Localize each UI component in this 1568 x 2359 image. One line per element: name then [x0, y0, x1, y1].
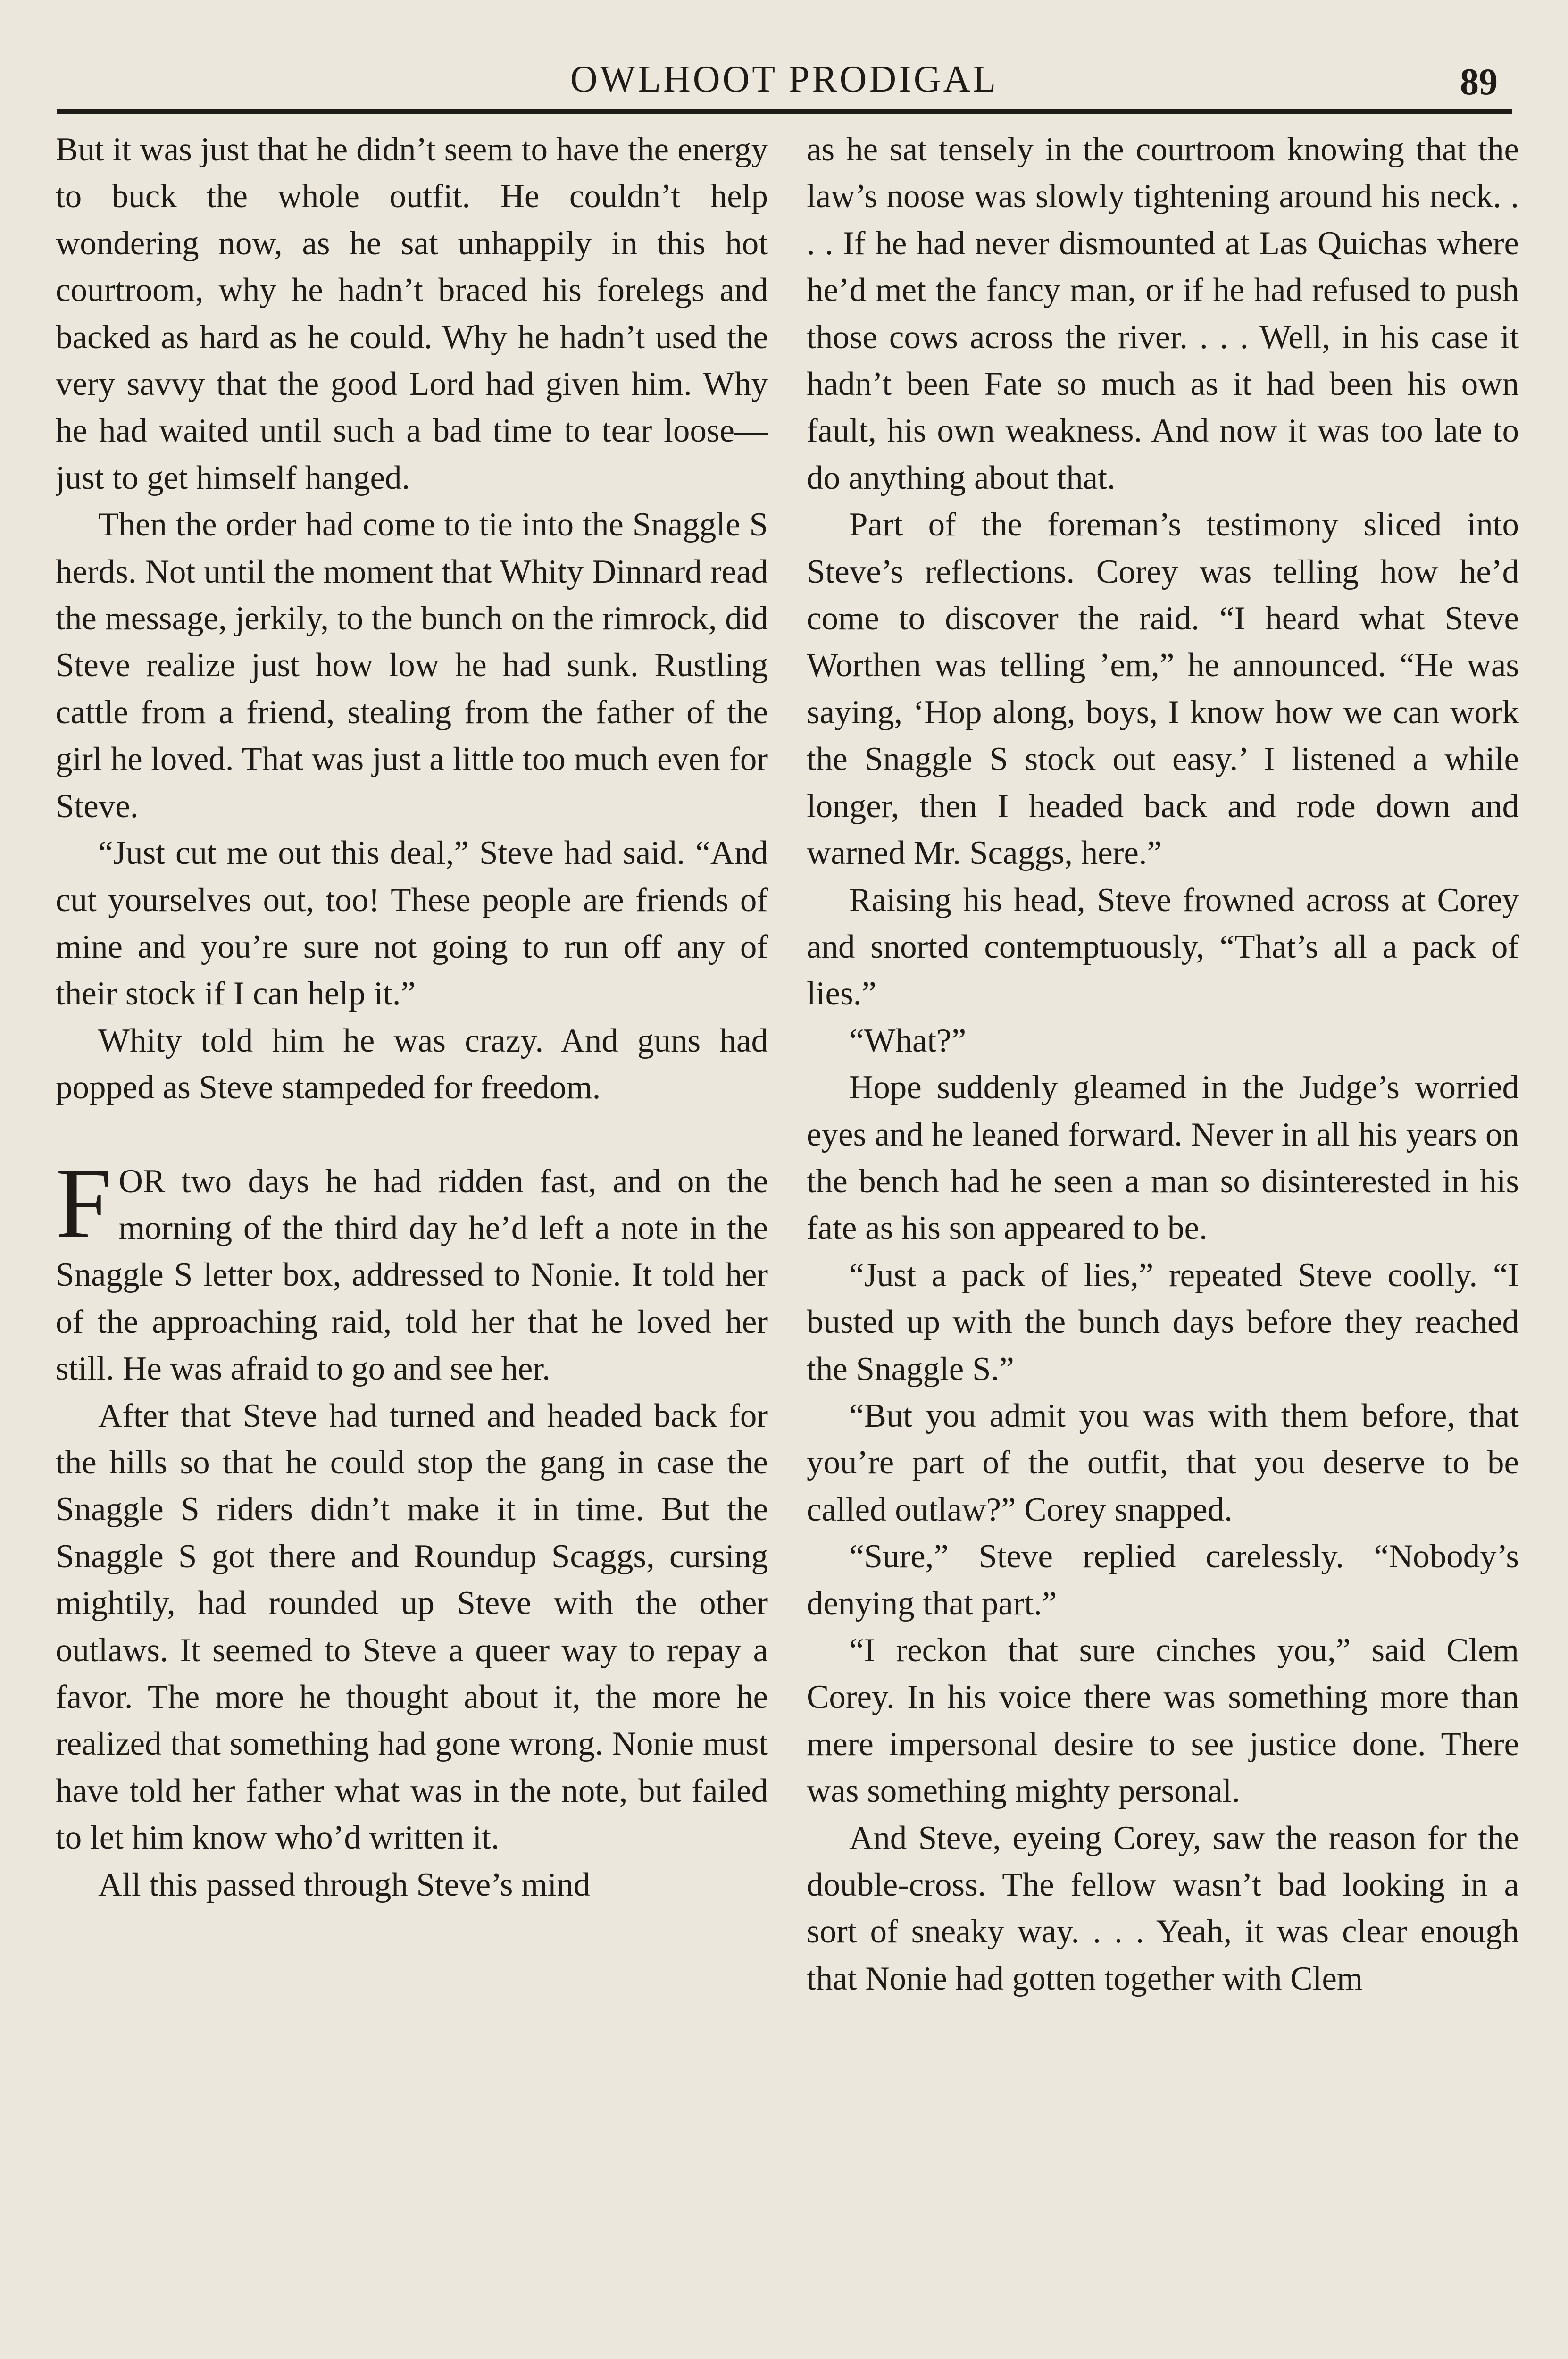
paragraph: “Just cut me out this deal,” Steve had said. “And cut yourselves out, too! These people are friends of mine and you’re sure not going to run off any of their stock if I can help it.”	[56, 835, 768, 1012]
paragraph: “Just a pack of lies,” repeated Steve coolly. “I busted up with the bunch days before they reached the Snaggle S.”	[807, 1256, 1519, 1388]
section-opening-paragraph	[56, 1146, 768, 1393]
page-number: 89	[1460, 61, 1498, 103]
paragraph: And Steve, eyeing Corey, saw the reason for the double-cross. The fellow wasn’t bad looking in a sort of sneaky way. . . . Yeah, it was clear enough that Nonie had gotten together with Clem	[807, 1819, 1519, 1997]
paragraph: “But you admit you was with them before, that you’re part of the outfit, that you deserve to be called outlaw?” Corey snapped.	[807, 1397, 1519, 1528]
drop-cap: F	[56, 1146, 112, 1259]
paragraph: “What?”	[849, 1022, 967, 1059]
paragraph-text: OR two days he had ridden fast, and on the morning of the third day he’d left a note in the Snaggle S letter box, addressed to Nonie. It told her of the approaching raid, told her that he loved her still. He was afraid to go and see her.	[56, 1163, 768, 1388]
paragraph: After that Steve had turned and headed back for the hills so that he could stop the gang in case the Snaggle S riders didn’t make it in time. But the Snaggle S got there and Roundup Scaggs, cursing mightily, had rounded up Steve with the other outlaws. It seemed to Steve a queer way to repay a favor. The more he thought about it, the more he realized that something had gone wrong. Nonie must have told her father what was in the note, but failed to let him know who’d written it.	[56, 1397, 768, 1857]
paragraph: as he sat tensely in the courtroom knowing that the law’s noose was slowly tightening around his neck. . . . If he had never dismounted at Las Quichas where he’d met the fancy man, or if he had refused to push those cows across the river. . . . Well, in his case it hadn’t been Fate so much as it had been his own fault, his own weakness. And now it was too late to do anything about that.	[807, 131, 1519, 496]
paragraph: Then the order had come to tie into the Snaggle S herds. Not until the moment that Whity Dinnard read the message, jerkily, to the bunch on the rimrock, did Steve realize just how low he had sunk. Rustling cattle from a friend, stealing from the father of the girl he loved. That was just a little too much even for Steve.	[56, 506, 768, 825]
paragraph: But it was just that he didn’t seem to have the energy to buck the whole outfit. He couldn’t help wondering now, as he sat unhappily in this hot courtroom, why he hadn’t braced his forelegs and backed as hard as he could. Why he hadn’t used the very savvy that the good Lord had given him. Why he had waited until such a bad time to tear loose—just to get himself hanged.	[56, 131, 768, 496]
paragraph: Hope suddenly gleamed in the Judge’s worried eyes and he leaned forward. Never in all his years on the bench had he seen a man so disinterested in his fate as his son appeared to be.	[807, 1069, 1519, 1247]
right-column	[807, 126, 1519, 2359]
running-title: OWLHOOT PRODIGAL	[570, 59, 999, 100]
page-header	[57, 50, 1512, 111]
paragraph: Raising his head, Steve frowned across at Corey and snorted contemptuously, “That’s all a pack of lies.”	[807, 881, 1519, 1012]
paragraph: “Sure,” Steve replied carelessly. “Nobody’s denying that part.”	[807, 1538, 1519, 1622]
header-rule	[57, 109, 1512, 114]
left-column	[56, 126, 768, 2359]
paragraph: Part of the foreman’s testimony sliced into Steve’s reflections. Corey was telling how he’d come to discover the raid. “I heard what Steve Worthen was telling ’em,” he announced. “He was saying, ‘Hop along, boys, I know how we can work the Snaggle S stock out easy.’ I listened a while longer, then I headed back and rode down and warned Mr. Scaggs, here.”	[807, 506, 1519, 872]
paragraph: Whity told him he was crazy. And guns had popped as Steve stampeded for freedom.	[56, 1022, 768, 1106]
paragraph: All this passed through Steve’s mind	[98, 1866, 591, 1903]
paragraph: “I reckon that sure cinches you,” said Clem Corey. In his voice there was something more than mere impersonal desire to see justice done. There was something mighty personal.	[807, 1632, 1519, 1810]
